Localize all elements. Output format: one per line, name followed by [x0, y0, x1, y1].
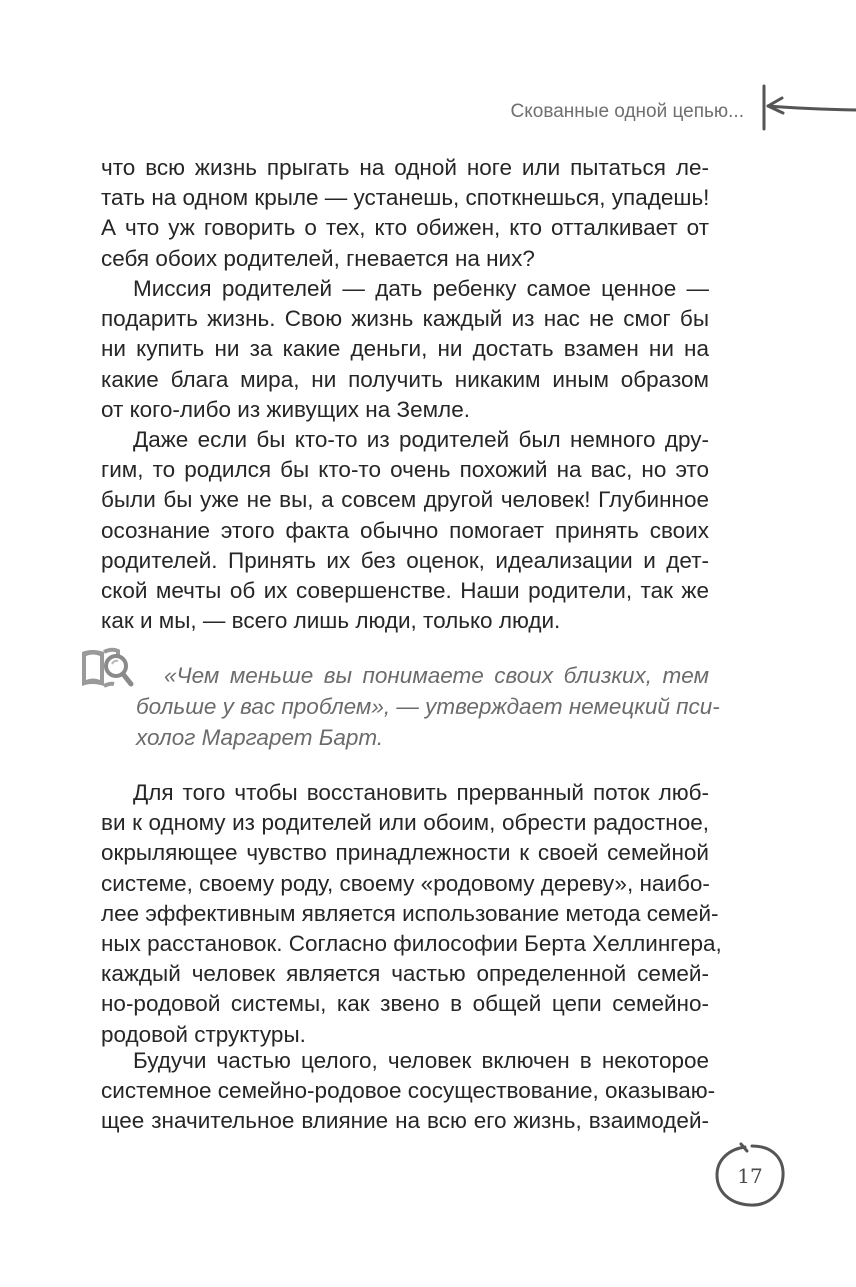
book-magnifier-icon	[78, 644, 134, 692]
page-number-badge	[712, 1142, 788, 1210]
paragraph-4	[101, 778, 722, 1050]
quote-block	[136, 660, 720, 753]
text-line: подарить жизнь. Свою жизнь каждый из нас не смог бы	[101, 306, 709, 332]
text-line: что всю жизнь прыгать на одной ноге или пытаться ле-	[101, 155, 709, 180]
text-line: лее эффективным является использование метода семей-	[101, 900, 719, 926]
text-line: осознание этого факта обычно помогает принять своих	[101, 517, 709, 543]
text-line: родовой структуры.	[101, 1021, 306, 1047]
paragraph-2	[101, 274, 709, 425]
text-line: ви к одному из родителей или обоим, обрести радостное,	[101, 810, 709, 836]
text-line: родителей. Принять их без оценок, идеализации и дет-	[101, 547, 709, 573]
text-line: щее значительное влияние на всю его жизнь, взаимодей-	[101, 1108, 709, 1134]
text-line: системное семейно-родовое сосуществование, оказываю-	[101, 1078, 716, 1104]
text-line: окрыляющее чувство принадлежности к своей семейной	[101, 840, 709, 866]
text-line: каждый человек является частью определенной семей-	[101, 961, 709, 987]
quote-line: «Чем меньше вы понимаете своих близких, тем	[164, 663, 709, 688]
running-header: Скованные одной цепью...	[510, 101, 744, 122]
text-line: тать на одном крыле — устанешь, споткнешься, упадешь!	[101, 185, 710, 211]
text-line: Будучи частью целого, человек включен в некоторое	[133, 1048, 709, 1073]
text-line: от кого-либо из живущих на Земле.	[101, 396, 470, 422]
text-line: себя обоих родителей, гневается на них?	[101, 245, 535, 271]
page-number: 17	[737, 1164, 763, 1188]
text-line: Для того чтобы восстановить прерванный поток люб-	[133, 780, 709, 805]
text-line: ской мечты об их совершенстве. Наши родители, так же	[101, 578, 709, 604]
quote-line: холог Маргарет Барт.	[136, 725, 384, 750]
text-line: как и мы, — всего лишь люди, только люди.	[101, 608, 561, 634]
text-line: ни купить ни за какие деньги, ни достать взамен ни на	[101, 336, 709, 362]
text-line: Миссия родителей — дать ребенку самое ценное —	[133, 276, 709, 301]
text-line: ных расстановок. Согласно философии Берта Хеллингера,	[101, 931, 722, 957]
text-line: системе, своему роду, своему «родовому дереву», наибо-	[101, 870, 710, 896]
quote-line: больше у вас проблем», — утверждает немецкий пси-	[136, 694, 720, 719]
text-line: Даже если бы кто-то из родителей был немного дру-	[133, 427, 709, 452]
text-line: какие блага мира, ни получить никаким иным образом	[101, 366, 709, 392]
paragraph-3	[101, 425, 709, 636]
text-line: но-родовой системы, как звено в общей цепи семейно-	[101, 991, 709, 1017]
text-line: гим, то родился бы кто-то очень похожий на вас, но это	[101, 457, 709, 483]
paragraph-1	[101, 153, 709, 274]
text-line: А что уж говорить о тех, кто обижен, кто отталкивает от	[101, 215, 709, 241]
text-line: были бы уже не вы, а совсем другой человек! Глубинное	[101, 487, 709, 513]
paragraph-5	[101, 1046, 716, 1137]
header-arrow-icon	[756, 84, 856, 134]
